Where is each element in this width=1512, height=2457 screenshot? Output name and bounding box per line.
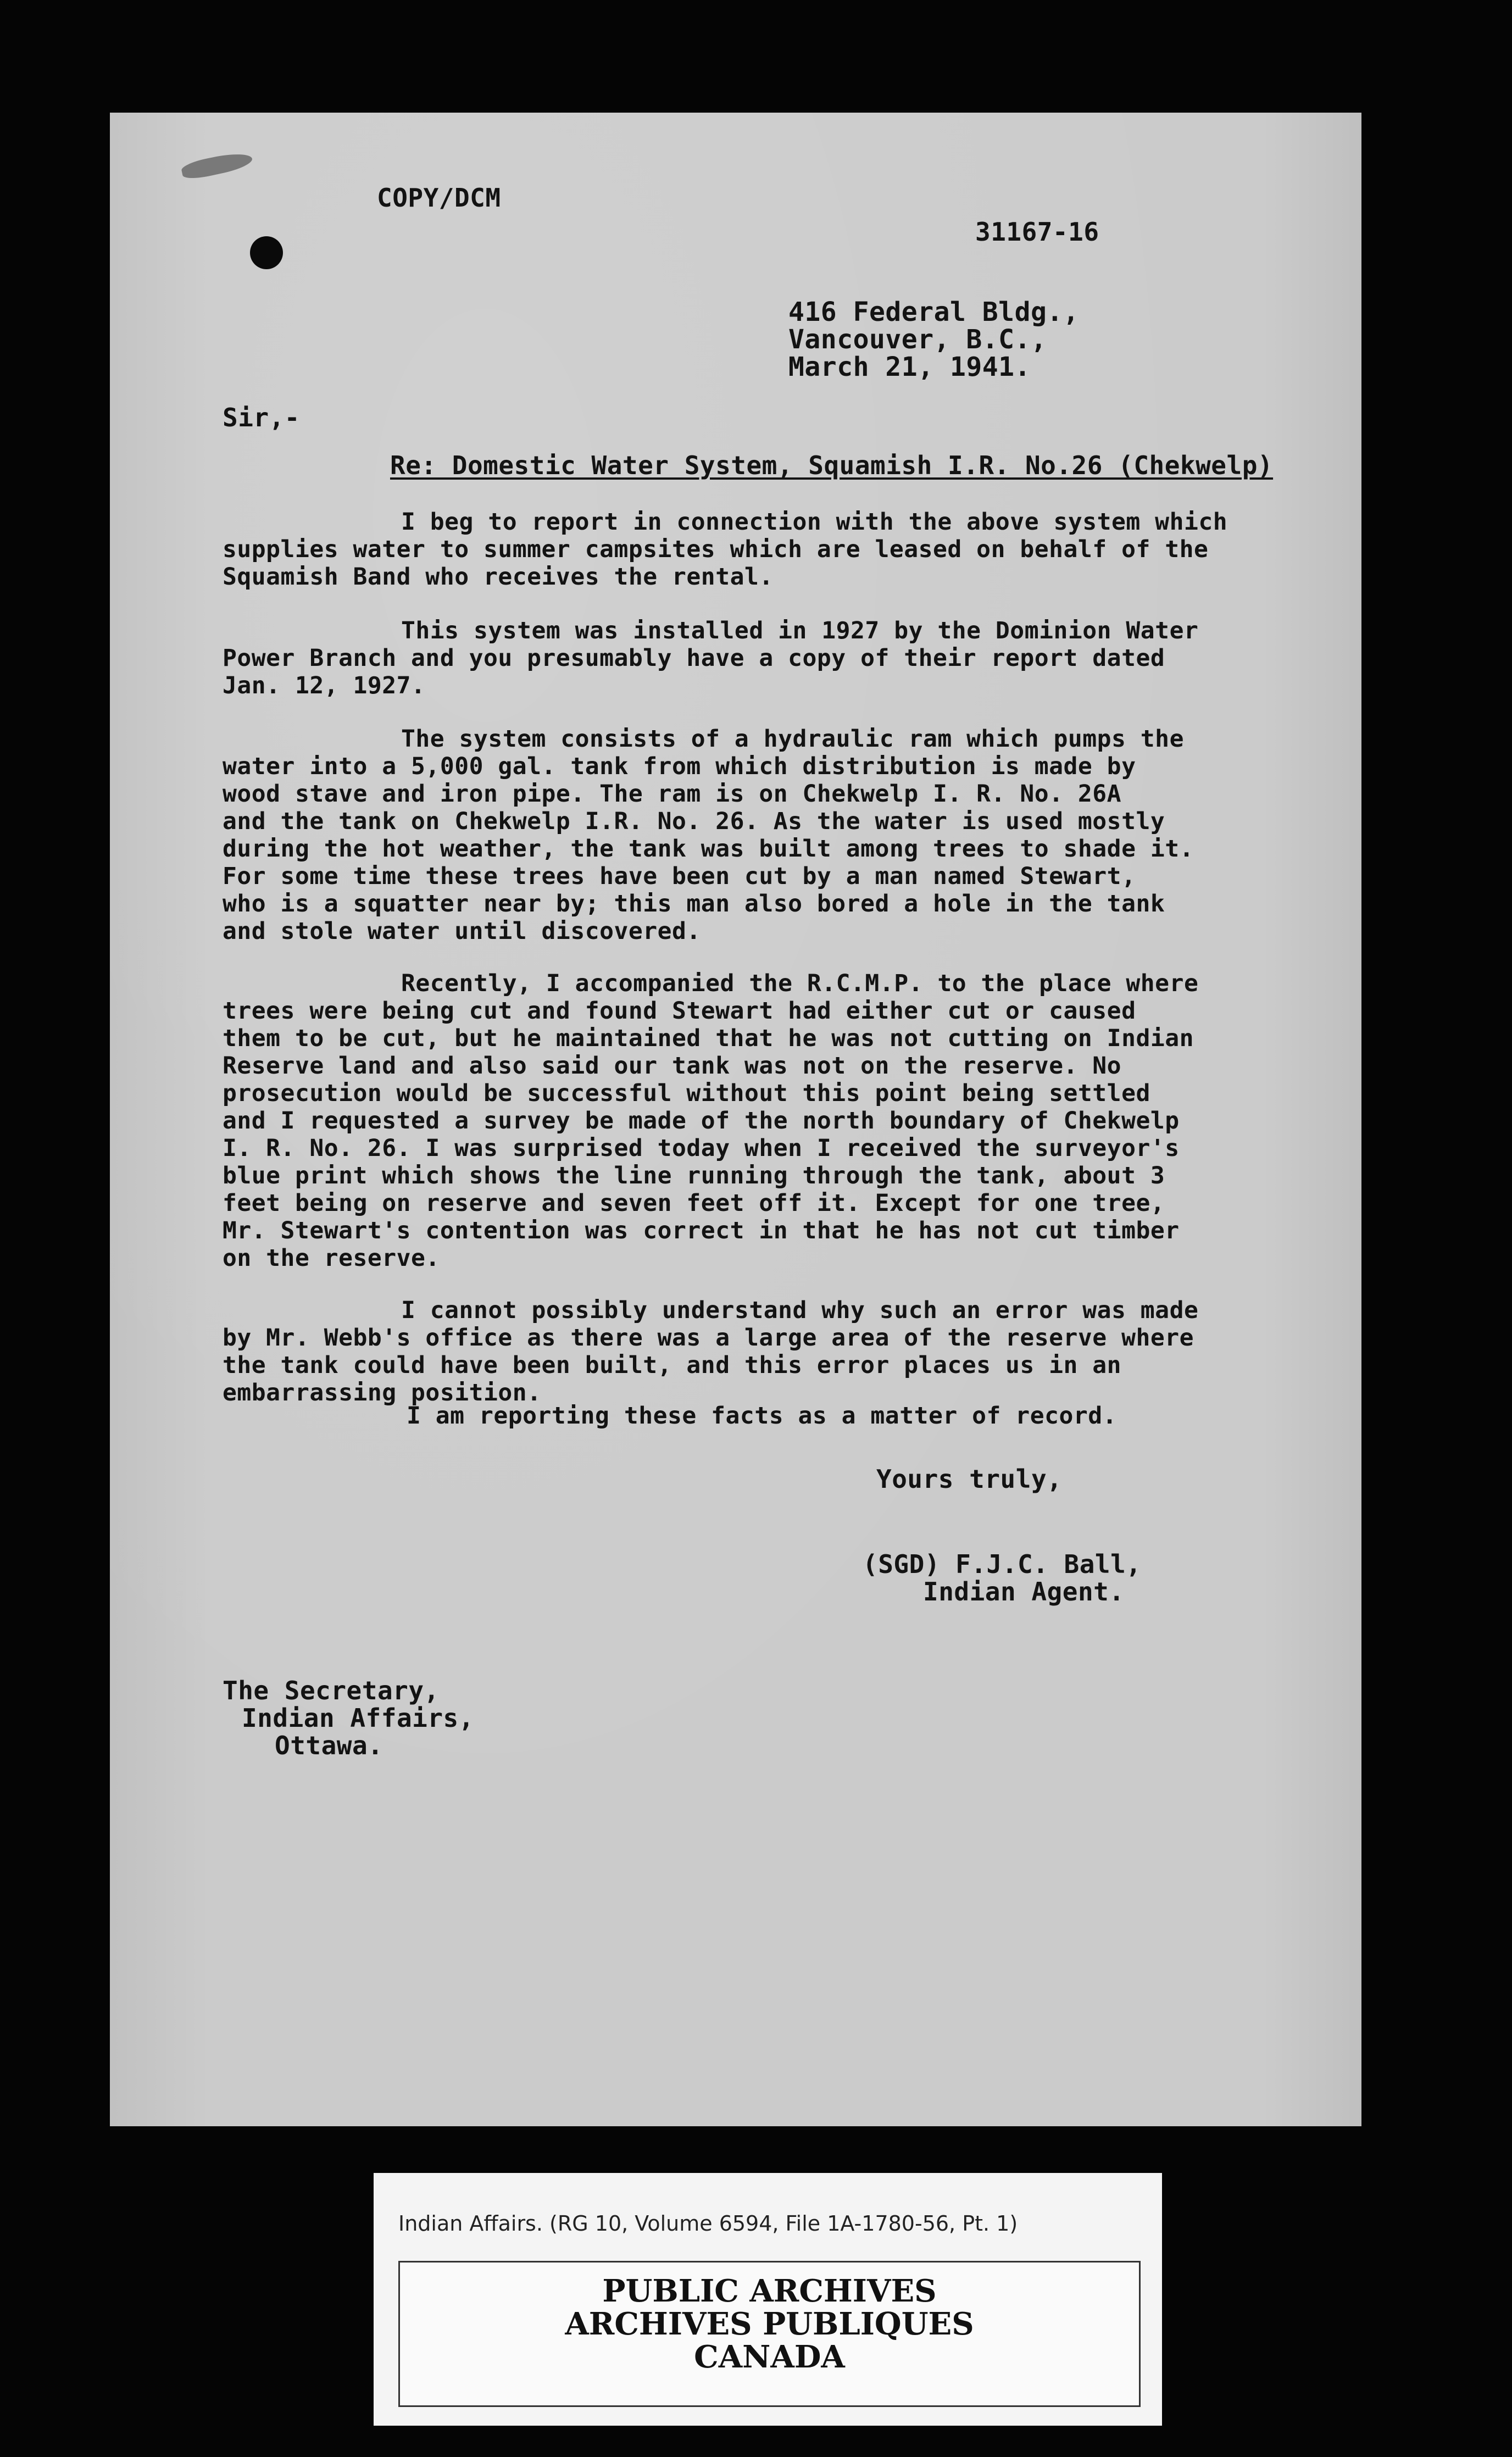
copy-mark: COPY/DCM bbox=[377, 183, 501, 213]
body-line: by Mr. Webb's office as there was a large area of the reserve where bbox=[223, 1324, 1194, 1352]
body-line: during the hot weather, the tank was built among trees to shade it. bbox=[223, 835, 1194, 863]
body-line: I cannot possibly understand why such an error was made bbox=[401, 1297, 1199, 1324]
body-line: trees were being cut and found Stewart had either cut or caused bbox=[223, 997, 1136, 1025]
salutation: Sir,- bbox=[223, 403, 300, 432]
archive-reference: Indian Affairs. (RG 10, Volume 6594, File 1A-1780-56, Pt. 1) bbox=[398, 2211, 1018, 2236]
recipient-line-2: Indian Affairs, bbox=[242, 1703, 474, 1733]
body-line: Jan. 12, 1927. bbox=[223, 672, 426, 699]
stamp-line-2: ARCHIVES PUBLIQUES bbox=[565, 2306, 974, 2342]
letter-page bbox=[110, 113, 1361, 2126]
file-number: 31167-16 bbox=[975, 217, 1099, 247]
punch-hole bbox=[250, 236, 283, 269]
body-line: feet being on reserve and seven feet off it. Except for one tree, bbox=[223, 1189, 1165, 1217]
closing: Yours truly, bbox=[876, 1464, 1063, 1494]
body-line: them to be cut, but he maintained that he was not cutting on Indian bbox=[223, 1025, 1194, 1052]
body-line: and I requested a survey be made of the north boundary of Chekwelp bbox=[223, 1107, 1180, 1135]
body-line: supplies water to summer campsites which are leased on behalf of the bbox=[223, 536, 1209, 563]
address-line-1: 416 Federal Bldg., bbox=[788, 297, 1080, 327]
body-line: Reserve land and also said our tank was not on the reserve. No bbox=[223, 1052, 1122, 1080]
signature: (SGD) F.J.C. Ball, bbox=[863, 1549, 1142, 1579]
body-line: embarrassing position. bbox=[223, 1379, 542, 1407]
body-line: who is a squatter near by; this man also bored a hole in the tank bbox=[223, 890, 1165, 918]
body-line: and the tank on Chekwelp I.R. No. 26. As the water is used mostly bbox=[223, 808, 1165, 835]
recipient-line-3: Ottawa. bbox=[275, 1731, 383, 1760]
body-line: For some time these trees have been cut by a man named Stewart, bbox=[223, 863, 1136, 890]
signature-title: Indian Agent. bbox=[923, 1577, 1125, 1606]
body-line: Recently, I accompanied the R.C.M.P. to the place where bbox=[401, 970, 1199, 997]
subject-line: Re: Domestic Water System, Squamish I.R. No.26 (Chekwelp) bbox=[390, 451, 1274, 480]
body-line: Squamish Band who receives the rental. bbox=[223, 563, 774, 591]
body-line: prosecution would be successful without this point being settled bbox=[223, 1080, 1150, 1107]
body-line: This system was installed in 1927 by the Dominion Water bbox=[401, 617, 1199, 644]
stamp-line-3: CANADA bbox=[694, 2339, 845, 2375]
body-line: wood stave and iron pipe. The ram is on Chekwelp I. R. No. 26A bbox=[223, 780, 1122, 808]
body-line: I am reporting these facts as a matter of record. bbox=[407, 1402, 1118, 1430]
body-line: blue print which shows the line running through the tank, about 3 bbox=[223, 1162, 1165, 1189]
body-line: Power Branch and you presumably have a copy of their report dated bbox=[223, 644, 1165, 672]
smudge-mark bbox=[180, 149, 254, 181]
body-line: on the reserve. bbox=[223, 1244, 440, 1272]
stamp-line-1: PUBLIC ARCHIVES bbox=[602, 2273, 937, 2309]
body-line: the tank could have been built, and this error places us in an bbox=[223, 1352, 1122, 1379]
body-line: I beg to report in connection with the above system which bbox=[401, 508, 1228, 536]
address-line-2: Vancouver, B.C., bbox=[788, 324, 1047, 355]
body-line: Mr. Stewart's contention was correct in that he has not cut timber bbox=[223, 1217, 1180, 1244]
body-line: The system consists of a hydraulic ram which pumps the bbox=[401, 725, 1184, 753]
archive-stamp bbox=[398, 2261, 1141, 2407]
body-line: I. R. No. 26. I was surprised today when I received the surveyor's bbox=[223, 1135, 1180, 1162]
address-date: March 21, 1941. bbox=[788, 352, 1031, 382]
body-line: water into a 5,000 gal. tank from which distribution is made by bbox=[223, 753, 1136, 780]
recipient-line-1: The Secretary, bbox=[223, 1676, 440, 1705]
body-line: and stole water until discovered. bbox=[223, 918, 701, 945]
archive-label bbox=[374, 2173, 1162, 2426]
